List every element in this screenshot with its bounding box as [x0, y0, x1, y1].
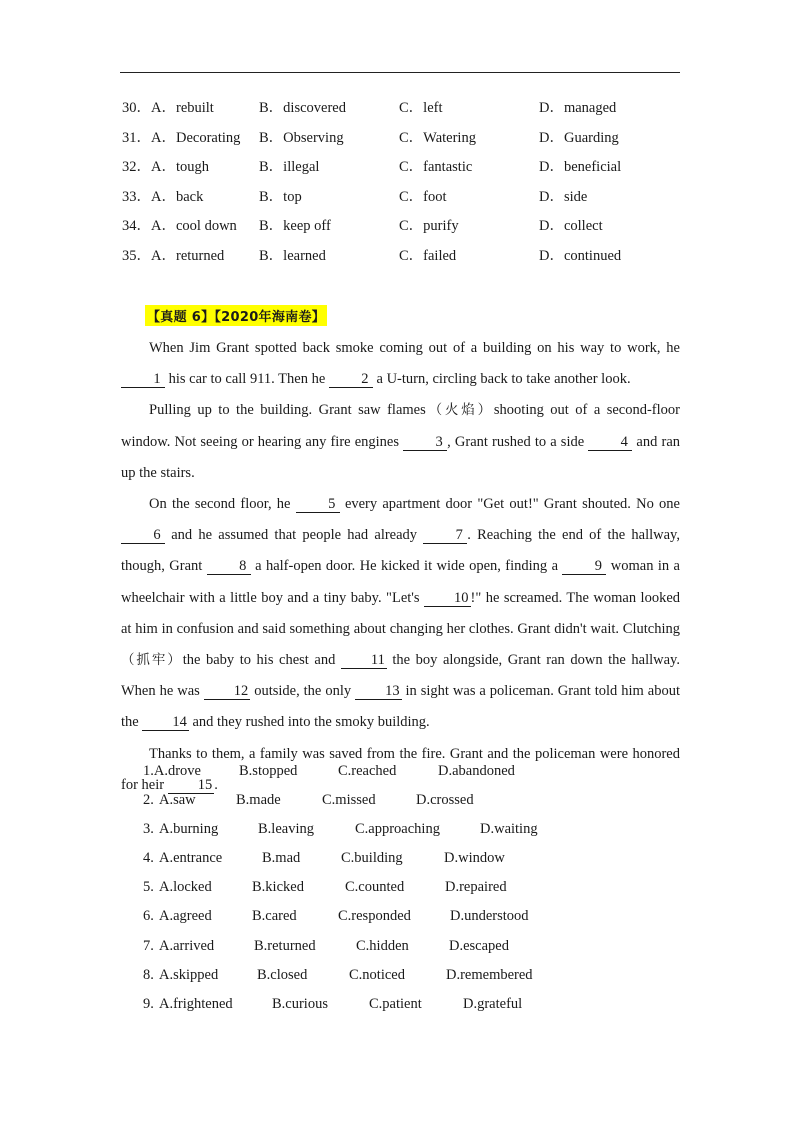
blank-6: 6	[121, 528, 165, 544]
option-d: D.window	[444, 850, 505, 867]
option-d: D．managed	[539, 100, 617, 116]
option-c: C．foot	[399, 188, 447, 205]
passage-paragraph: Pulling up to the building. Grant saw flames（火焰）shooting out of a second-floor window. Not seeing or hearing any fire engines 3 , Grant rushed to a side 4 and ran up the stairs.	[121, 402, 681, 481]
option-d: D．collect	[539, 218, 603, 235]
option-d: D．continued	[539, 247, 622, 264]
option-c: C.missed	[322, 792, 376, 809]
option-a: A.entrance	[159, 850, 223, 867]
option-b: B．keep off	[259, 218, 331, 235]
blank-1: 1	[121, 372, 165, 388]
option-a: 34．A．cool down	[122, 218, 237, 235]
cloze-passage	[121, 333, 680, 801]
option-c: C.building	[341, 850, 403, 867]
option-c: C.approaching	[355, 821, 440, 838]
blank-10: 10	[424, 591, 471, 607]
option-a: 33．A．back	[122, 188, 204, 205]
option-b: B.stopped	[239, 763, 298, 779]
blank-11: 11	[341, 653, 387, 669]
option-a: 35．A．returned	[122, 247, 225, 264]
option-c: C．left	[399, 100, 443, 116]
option-d: D.grateful	[463, 995, 523, 1012]
option-c: C.responded	[338, 908, 411, 925]
question-number: 5.	[143, 879, 154, 896]
option-b: B．discovered	[259, 100, 346, 116]
option-c: C．purify	[399, 218, 459, 235]
option-b: B.closed	[257, 966, 308, 983]
question-number: 6.	[143, 908, 154, 925]
question-number: 8.	[143, 966, 154, 983]
passage-paragraph: Thanks to them, a family was saved from the fire. Grant and the policeman were honored for heir 15 .	[121, 745, 680, 793]
option-d: D．beneficial	[539, 159, 622, 176]
blank-12: 12	[204, 684, 251, 700]
option-d: D.abandoned	[438, 763, 515, 779]
option-c: C．Watering	[399, 129, 476, 146]
option-b: B.kicked	[252, 879, 304, 896]
option-c: C.counted	[345, 879, 405, 896]
passage-paragraph: On the second floor, he 5 every apartment door "Get out!" Grant shouted. No one 6 and he assumed that people had already 7 . Reaching the end of the hallway, though, Grant 8 a half-open door. He kicked it wide open, finding a 9 woman in a wheelchair with a little boy and a tiny baby. "Let's 10 !" he screamed. The woman looked at him in confusion and said something about changing her clothes. Grant didn't wait. Clutching（抓牢）the baby to his chest and 11 the boy alongside, Grant ran down the hallway. When he was 12 outside, the only 13 in sight was a policeman. Grant told him about the 14 and they rushed into the smoky building.	[121, 496, 681, 731]
blank-3: 3	[403, 435, 447, 451]
option-d: D.understood	[450, 908, 529, 925]
option-a: 31．A．Decorating	[122, 129, 241, 146]
option-b: B.curious	[272, 995, 328, 1012]
option-b: B.made	[236, 792, 281, 809]
blank-14: 14	[142, 715, 189, 731]
option-a: A.frightened	[159, 995, 233, 1012]
option-a: A.agreed	[159, 908, 212, 925]
option-c: C.reached	[338, 763, 397, 779]
blank-4: 4	[588, 435, 632, 451]
option-d: D．Guarding	[539, 129, 619, 146]
option-d: D.crossed	[416, 792, 474, 809]
option-a: 1.A.drove	[143, 763, 201, 779]
option-d: D.waiting	[480, 821, 538, 838]
blank-9: 9	[562, 559, 606, 575]
option-a: A.saw	[159, 792, 196, 809]
option-d: D.remembered	[446, 966, 533, 983]
option-b: B.leaving	[258, 821, 314, 838]
blank-5: 5	[296, 497, 340, 513]
option-a: A.burning	[159, 821, 219, 838]
option-b: B．top	[259, 188, 302, 205]
question-number: 3.	[143, 821, 154, 838]
option-b: B.returned	[254, 937, 316, 954]
option-c: C．failed	[399, 247, 457, 264]
question-number: 7.	[143, 937, 154, 954]
option-c: C.hidden	[356, 937, 409, 954]
blank-13: 13	[355, 684, 402, 700]
option-d: D.escaped	[449, 937, 509, 954]
option-a: A.locked	[159, 879, 212, 896]
option-a: A.arrived	[159, 937, 215, 954]
header-rule	[120, 72, 680, 73]
option-c: C．fantastic	[399, 159, 473, 176]
blank-2: 2	[329, 372, 373, 388]
option-b: B．Observing	[259, 129, 344, 146]
blank-7: 7	[423, 528, 467, 544]
option-a: 32．A．tough	[122, 159, 210, 176]
option-c: C.noticed	[349, 966, 405, 983]
section-tag: 【真题 6】【2020年海南卷】	[145, 305, 327, 326]
option-d: D.repaired	[445, 879, 507, 896]
option-b: B.cared	[252, 908, 297, 925]
option-a: 30．A．rebuilt	[122, 100, 214, 116]
blank-15: 15	[168, 778, 215, 794]
option-d: D．side	[539, 188, 588, 205]
question-number: 9.	[143, 995, 154, 1012]
question-number: 2.	[143, 792, 154, 809]
option-b: B．learned	[259, 247, 326, 264]
option-a: A.skipped	[159, 966, 219, 983]
passage-paragraph: When Jim Grant spotted back smoke coming out of a building on his way to work, he 1 his car to call 911. Then he 2 a U-turn, circling back to take another look.	[121, 333, 680, 395]
blank-8: 8	[207, 559, 251, 575]
question-number: 4.	[143, 850, 154, 867]
option-c: C.patient	[369, 995, 422, 1012]
option-b: B．illegal	[259, 159, 320, 176]
option-b: B.mad	[262, 850, 301, 867]
